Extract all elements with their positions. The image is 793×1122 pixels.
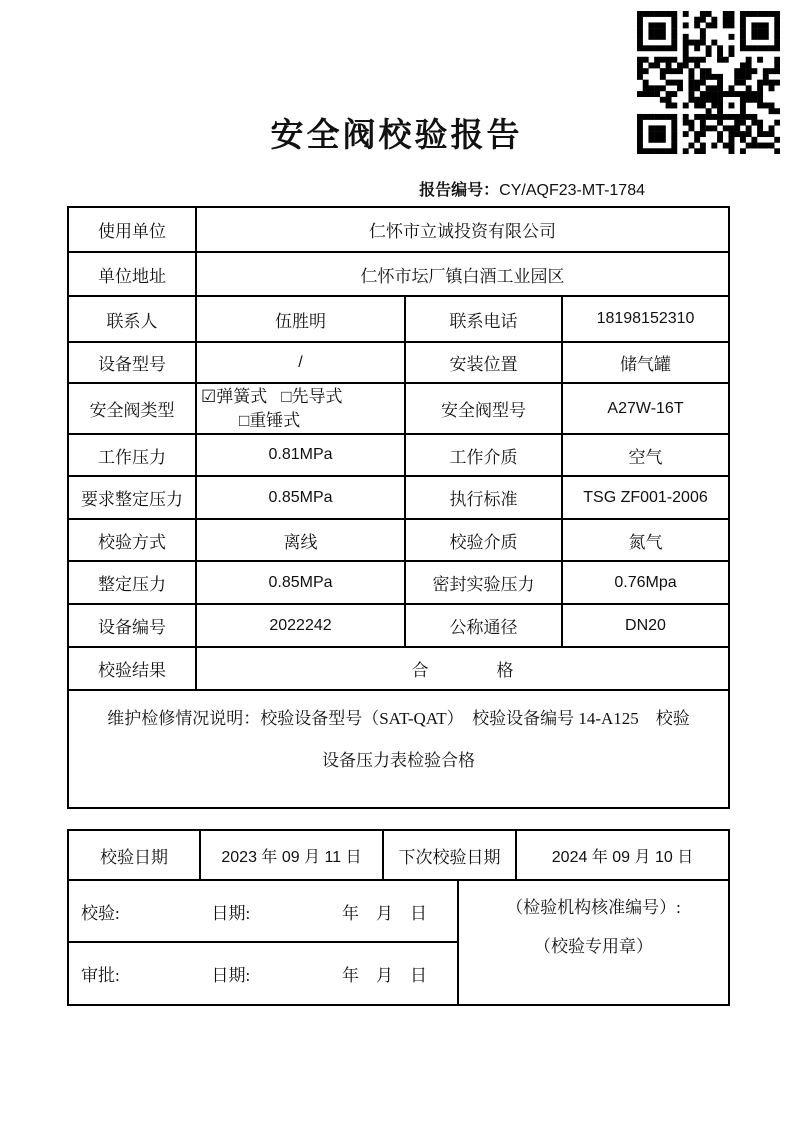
seal-test-pressure-label: 密封实验压力 bbox=[405, 561, 562, 604]
signature-calib bbox=[68, 880, 458, 942]
nominal-diameter-label: 公称通径 bbox=[405, 604, 562, 647]
row-required-set-pressure bbox=[68, 476, 729, 519]
row-result bbox=[68, 647, 729, 690]
signature-approve-label: 审批: bbox=[81, 966, 120, 985]
work-medium-label: 工作介质 bbox=[405, 434, 562, 476]
row-contact bbox=[68, 296, 729, 342]
calib-date-value: 2023 年 09 月 11 日 bbox=[200, 830, 383, 880]
signature-calib-label: 校验: bbox=[81, 903, 120, 923]
method-label: 校验方式 bbox=[68, 519, 196, 561]
valve-type-options bbox=[196, 383, 405, 434]
calib-medium-label: 校验介质 bbox=[405, 519, 562, 561]
seal-test-pressure-value: 0.76Mpa bbox=[562, 561, 729, 604]
calib-medium-value: 氮气 bbox=[562, 519, 729, 561]
signature-approve-ymd: 年 月 日 bbox=[342, 966, 427, 985]
report-table-dates bbox=[67, 829, 730, 881]
work-pressure-label: 工作压力 bbox=[68, 434, 196, 476]
maintenance-note bbox=[68, 690, 729, 808]
valve-model-label: 安全阀型号 bbox=[405, 383, 562, 434]
row-unit bbox=[68, 207, 729, 252]
nominal-diameter-value: DN20 bbox=[562, 604, 729, 647]
phone-label: 联系电话 bbox=[405, 296, 562, 342]
row-set-pressure bbox=[68, 561, 729, 604]
address-label: 单位地址 bbox=[68, 252, 196, 296]
calib-seal-label: （校验专用章） bbox=[534, 937, 653, 956]
row-dates bbox=[68, 830, 729, 880]
report-table-main bbox=[67, 206, 730, 809]
device-no-label: 设备编号 bbox=[68, 604, 196, 647]
signature-approve bbox=[68, 942, 458, 1005]
work-pressure-value: 0.81MPa bbox=[196, 434, 405, 476]
row-device-model bbox=[68, 342, 729, 383]
maintenance-note-line2: 设备压力表检验合格 bbox=[322, 751, 475, 770]
checkbox-weight-icon: □重锤式 bbox=[239, 410, 301, 430]
valve-type-label: 安全阀类型 bbox=[68, 383, 196, 434]
standard-label: 执行标准 bbox=[405, 476, 562, 519]
result-value: 合 格 bbox=[196, 647, 729, 690]
device-model-label: 设备型号 bbox=[68, 342, 196, 383]
row-maintenance bbox=[68, 690, 729, 808]
install-location-label: 安装位置 bbox=[405, 342, 562, 383]
install-location-value: 储气罐 bbox=[562, 342, 729, 383]
row-work-pressure bbox=[68, 434, 729, 476]
maintenance-note-line1: 维护检修情况说明：校验设备型号（SAT-QAT） 校验设备编号 14-A125 校验 bbox=[107, 709, 690, 728]
device-no-value: 2022242 bbox=[196, 604, 405, 647]
row-device-no bbox=[68, 604, 729, 647]
next-calib-date-label: 下次校验日期 bbox=[383, 830, 516, 880]
calib-date-label: 校验日期 bbox=[68, 830, 200, 880]
row-address bbox=[68, 252, 729, 296]
report-number-label: 报告编号： bbox=[419, 182, 500, 199]
unit-label: 使用单位 bbox=[68, 207, 196, 252]
phone-value: 18198152310 bbox=[562, 296, 729, 342]
valve-model-value: A27W-16T bbox=[562, 383, 729, 434]
signature-calib-date-label: 日期: bbox=[211, 903, 251, 923]
required-set-pressure-value: 0.85MPa bbox=[196, 476, 405, 519]
stamp-area bbox=[458, 880, 729, 1005]
unit-value: 仁怀市立诚投资有限公司 bbox=[196, 207, 729, 252]
set-pressure-label: 整定压力 bbox=[68, 561, 196, 604]
row-valve-type bbox=[68, 383, 729, 434]
device-model-value: / bbox=[196, 342, 405, 383]
required-set-pressure-label: 要求整定压力 bbox=[68, 476, 196, 519]
set-pressure-value: 0.85MPa bbox=[196, 561, 405, 604]
row-signature-calib bbox=[68, 880, 729, 942]
next-calib-date-value: 2024 年 09 月 10 日 bbox=[516, 830, 729, 880]
address-value: 仁怀市坛厂镇白酒工业园区 bbox=[196, 252, 729, 296]
method-value: 离线 bbox=[196, 519, 405, 561]
contact-label: 联系人 bbox=[68, 296, 196, 342]
signature-approve-date-label: 日期: bbox=[211, 966, 251, 985]
agency-approval-no-label: （检验机构核准编号）: bbox=[506, 898, 681, 917]
checkbox-spring-checked-icon: ☑弹簧式 bbox=[201, 386, 268, 406]
report-table-signatures bbox=[67, 879, 730, 1006]
contact-value: 伍胜明 bbox=[196, 296, 405, 342]
row-method bbox=[68, 519, 729, 561]
work-medium-value: 空气 bbox=[562, 434, 729, 476]
signature-calib-ymd: 年 月 日 bbox=[342, 903, 427, 923]
report-number-value: CY/AQF23-MT-1784 bbox=[499, 182, 645, 199]
page-title: 安全阀校验报告 bbox=[270, 118, 523, 154]
report-number bbox=[419, 181, 645, 201]
result-label: 校验结果 bbox=[68, 647, 196, 690]
checkbox-pilot-icon: □先导式 bbox=[281, 386, 343, 406]
standard-value: TSG ZF001-2006 bbox=[562, 476, 729, 519]
